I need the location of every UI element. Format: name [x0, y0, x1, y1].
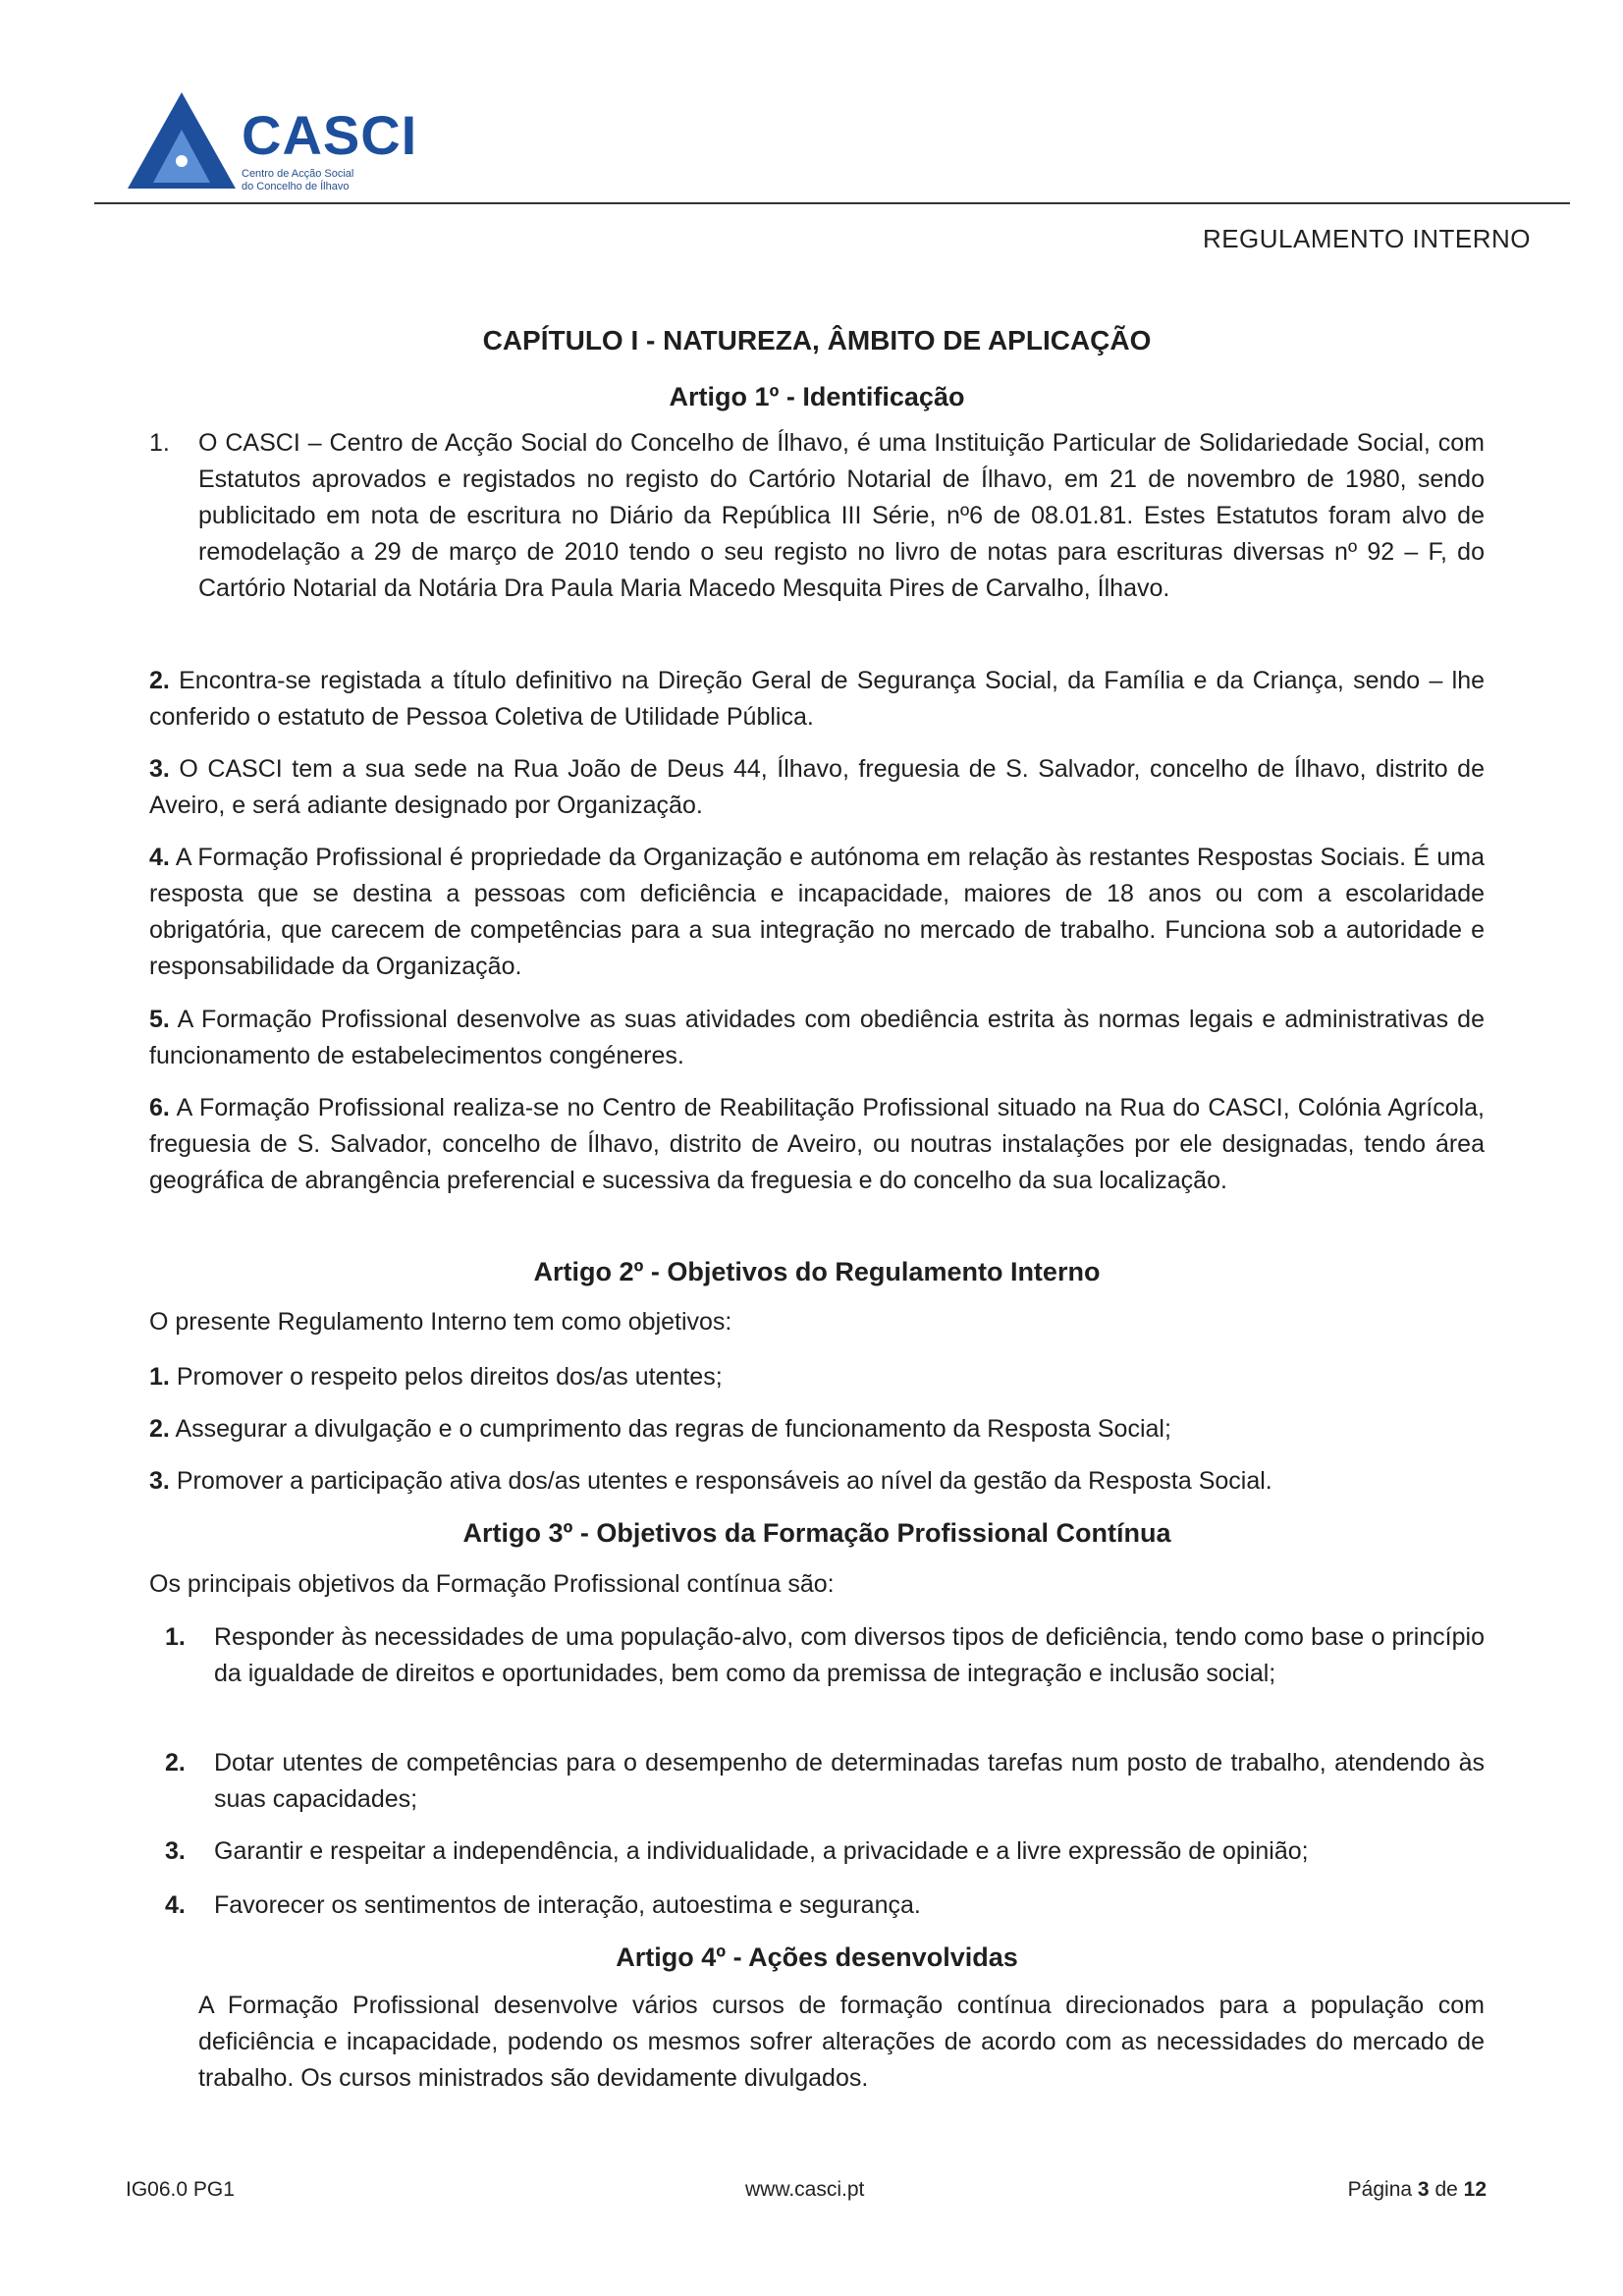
item-number: 1. — [149, 429, 170, 457]
article-3-item-1 — [165, 1619, 1485, 1692]
item-text: Garantir e respeitar a independência, a individualidade, a privacidade e a livre expressão de opinião; — [214, 1837, 1309, 1865]
item-number: 4. — [165, 1891, 186, 1919]
item-number: 4. — [149, 844, 170, 871]
document-title: REGULAMENTO INTERNO — [1202, 224, 1531, 253]
item-number: 2. — [165, 1749, 186, 1777]
item-text: Favorecer os sentimentos de interação, autoestima e segurança. — [214, 1891, 921, 1919]
article-2-item-1 — [149, 1359, 1485, 1395]
article-3-item-4 — [165, 1887, 1485, 1924]
triangle-logo-icon — [126, 90, 239, 193]
article-1-paragraph-1 — [149, 425, 1485, 607]
page-total: 12 — [1463, 2178, 1487, 2201]
logo-subtitle-line-1: Centro de Acção Social — [242, 168, 354, 180]
logo-subtitle-line-2: do Concelho de Ílhavo — [242, 181, 350, 192]
article-4-text: A Formação Profissional desenvolve vários cursos de formação contínua direcionados para a população com deficiência e incapacidade, podendo os mesmos sofrer alterações de acordo com as necessidades do mercado de trabalho. Os cursos ministrados são devidamente divulgados. — [198, 1992, 1485, 2092]
article-3-item-2 — [165, 1745, 1485, 1818]
article-2-item-3 — [149, 1463, 1485, 1500]
article-4-title: Artigo 4º - Ações desenvolvidas — [616, 1942, 1018, 1972]
article-2-item-2 — [149, 1411, 1485, 1448]
article-3-intro: Os principais objetivos da Formação Profissional contínua são: — [149, 1570, 835, 1598]
item-number: 3. — [165, 1837, 186, 1865]
item-number: 3. — [149, 755, 170, 783]
article-1-title: Artigo 1º - Identificação — [669, 382, 965, 411]
page-current: 3 — [1417, 2178, 1430, 2201]
paragraph-text — [149, 751, 1485, 824]
article-1-paragraph-4 — [149, 840, 1485, 985]
article-3-item-3 — [165, 1833, 1485, 1870]
page-label: Página — [1347, 2178, 1413, 2201]
paragraph-text-body: Encontra-se registada a título definitivo na Direção Geral de Segurança Social, da Família e da Criança, sendo – lhe conferido o estatuto de Pessoa Coletiva de Utilidade Pública. — [149, 667, 1485, 731]
paragraph-text — [149, 663, 1485, 736]
item-text: Promover o respeito pelos direitos dos/as utentes; — [176, 1363, 723, 1391]
footer-page-number — [1348, 2178, 1487, 2202]
header-divider — [94, 202, 1570, 204]
page-of: de — [1434, 2178, 1458, 2201]
paragraph-text — [149, 840, 1485, 985]
article-2-title: Artigo 2º - Objetivos do Regulamento Interno — [533, 1257, 1101, 1286]
item-number: 1. — [149, 1363, 170, 1391]
paragraph-text-body: A Formação Profissional desenvolve as suas atividades com obediência estrita às normas legais e administrativas de funcionamento de estabelecimentos congéneres. — [149, 1006, 1485, 1069]
paragraph-text — [149, 1002, 1485, 1074]
article-1-paragraph-2 — [149, 663, 1485, 736]
item-text: Responder às necessidades de uma população-alvo, com diversos tipos de deficiência, tendo como base o princípio da igualdade de direitos e oportunidades, bem como da premissa de integração e inclusão social; — [214, 1623, 1485, 1687]
article-1-paragraph-6 — [149, 1090, 1485, 1199]
item-number: 3. — [149, 1467, 170, 1495]
paragraph-text — [149, 1090, 1485, 1199]
item-number: 2. — [149, 667, 170, 694]
item-number: 2. — [149, 1415, 170, 1443]
article-1-paragraph-3 — [149, 751, 1485, 824]
item-number: 5. — [149, 1006, 170, 1033]
casci-logo — [126, 90, 440, 198]
chapter-title: CAPÍTULO I - NATUREZA, ÂMBITO DE APLICAÇÃO — [482, 325, 1152, 355]
item-number: 1. — [165, 1623, 186, 1651]
item-text: Dotar utentes de competências para o desempenho de determinadas tarefas num posto de trabalho, atendendo às suas capacidades; — [214, 1749, 1485, 1813]
footer-website-link[interactable]: www.casci.pt — [745, 2178, 865, 2201]
paragraph-text-body: O CASCI tem a sua sede na Rua João de Deus 44, Ílhavo, freguesia de S. Salvador, concelho de Ílhavo, distrito de Aveiro, e será adiante designado por Organização. — [149, 755, 1485, 819]
article-2-intro: O presente Regulamento Interno tem como objetivos: — [149, 1308, 732, 1336]
paragraph-text: O CASCI – Centro de Acção Social do Concelho de Ílhavo, é uma Instituição Particular de Solidariedade Social, com Estatutos aprovados e registados no registo do Cartório Notarial de Ílhavo, em 21 de novembro de 1980, sendo publicitado em nota de escritura no Diário da República III Série, nº6 de 08.01.81. Estes Estatutos foram alvo de remodelação a 29 de março de 2010 tendo o seu registo no livro de notas para escrituras diversas nº 92 – F, do Cartório Notarial da Notária Dra Paula Maria Macedo Mesquita Pires de Carvalho, Ílhavo. — [198, 429, 1485, 602]
paragraph-text-body: A Formação Profissional realiza-se no Centro de Reabilitação Profissional situado na Rua do CASCI, Colónia Agrícola, freguesia de S. Salvador, concelho de Ílhavo, distrito de Aveiro, ou noutras instalações por ele designadas, tendo área geográfica de abrangência preferencial e sucessiva da freguesia e do concelho da sua localização. — [149, 1094, 1485, 1194]
article-3-title: Artigo 3º - Objetivos da Formação Profissional Contínua — [462, 1518, 1171, 1548]
item-text: Assegurar a divulgação e o cumprimento das regras de funcionamento da Resposta Social; — [175, 1415, 1171, 1443]
article-1-paragraph-5 — [149, 1002, 1485, 1074]
footer-document-code: IG06.0 PG1 — [126, 2178, 235, 2201]
item-number: 6. — [149, 1094, 170, 1121]
logo-name: CASCI — [242, 104, 418, 166]
item-text: Promover a participação ativa dos/as utentes e responsáveis ao nível da gestão da Resposta Social. — [176, 1467, 1272, 1495]
paragraph-text-body: A Formação Profissional é propriedade da Organização e autónoma em relação às restantes Respostas Sociais. É uma resposta que se destina a pessoas com deficiência e incapacidade, maiores de 18 anos ou com a escolaridade obrigatória, que carecem de competências para a sua integração no mercado de trabalho. Funciona sob a autoridade e responsabilidade da Organização. — [149, 844, 1485, 980]
